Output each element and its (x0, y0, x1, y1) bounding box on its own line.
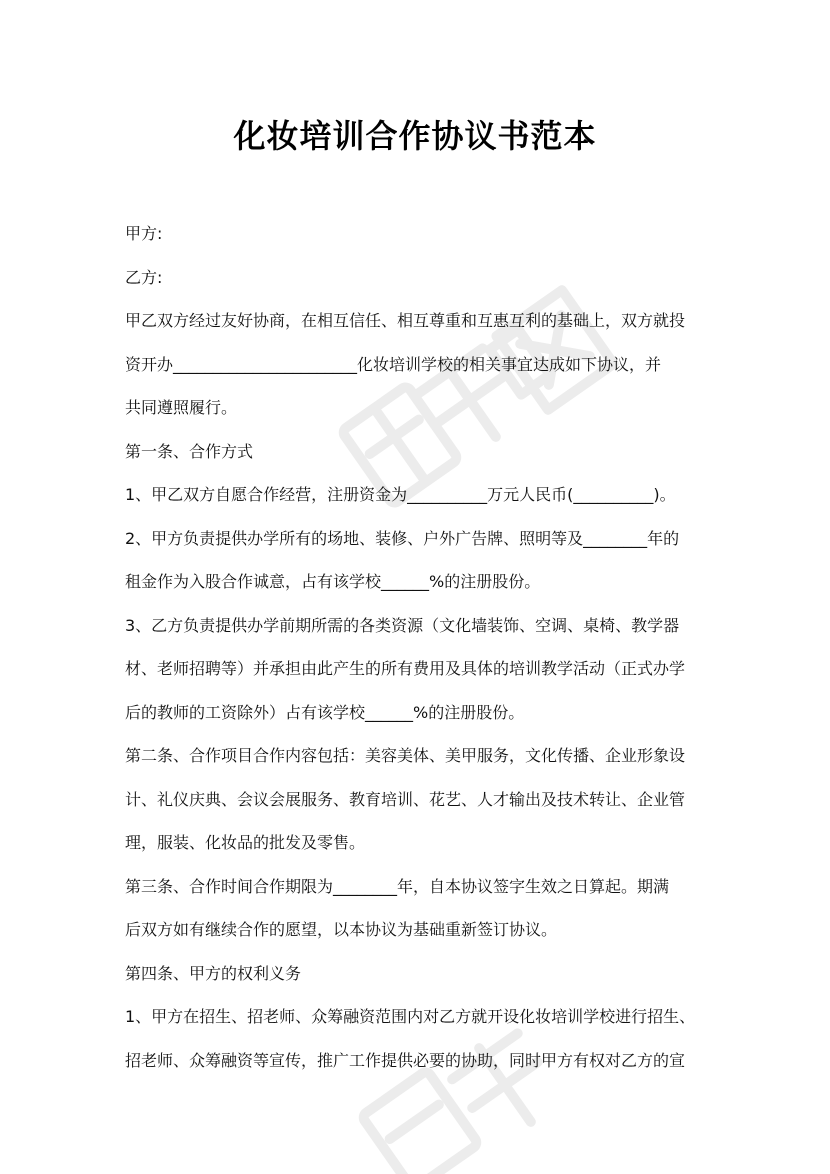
intro-line-2: 资开办_______________________化妆培训学校的相关事宜达成如下协议，并 (125, 354, 662, 374)
article-3-line-2: 后双方如有继续合作的愿望，以本协议为基础重新签订协议。 (125, 920, 558, 939)
article-1-item-3-line-3: 后的教师的工资除外）占有该学校______%的注册股份。 (125, 702, 525, 722)
article-4-heading: 第四条、甲方的权利义务 (125, 963, 302, 983)
article-1-item-2-line-2: 租金作为入股合作诚意，占有该学校______%的注册股份。 (125, 572, 541, 591)
article-3-line-1: 第三条、合作时间合作期限为________年，自本协议签字生效之日算起。期满 (125, 876, 670, 896)
article-4-item-1-line-1: 1、甲方在招生、招老师、众筹融资范围内对乙方就开设化妆培训学校进行招生、 (125, 1007, 696, 1026)
intro-line-3: 共同遵照履行。 (125, 398, 238, 417)
party-a-line: 甲方: (125, 224, 163, 243)
article-1-item-1: 1、甲乙双方自愿合作经营，注册资金为__________万元人民币(__________)。 (125, 485, 676, 504)
intro-line-1: 甲乙双方经过友好协商，在相互信任、相互尊重和互惠互利的基础上，双方就投 (125, 311, 686, 330)
article-1-item-3-line-1: 3、乙方负责提供办学前期所需的各类资源（文化墙装饰、空调、桌椅、教学器 (125, 615, 680, 635)
article-1-item-3-line-2: 材、老师招聘等）并承担由此产生的所有费用及具体的培训教学活动（正式办学 (125, 659, 686, 678)
article-1-item-2-line-1: 2、甲方负责提供办学所有的场地、装修、户外广告牌、照明等及________年的 (125, 528, 680, 548)
document-body (125, 212, 713, 1082)
article-1-heading: 第一条、合作方式 (125, 441, 254, 461)
article-2-line-3: 理，服装、化妆品的批发及零售。 (125, 833, 366, 852)
party-b-line: 乙方: (125, 267, 163, 287)
article-2-line-1: 第二条、合作项目合作内容包括：美容美体、美甲服务，文化传播、企业形象设 (125, 746, 686, 765)
document-title: 化妆培训合作协议书范本 (233, 117, 597, 155)
article-2-line-2: 计、礼仪庆典、会议会展服务、教育培训、花艺、人才输出及技术转让、企业管 (125, 789, 686, 809)
article-4-item-1-line-2: 招老师、众筹融资等宣传，推广工作提供必要的协助，同时甲方有权对乙方的宣 (125, 1050, 686, 1070)
